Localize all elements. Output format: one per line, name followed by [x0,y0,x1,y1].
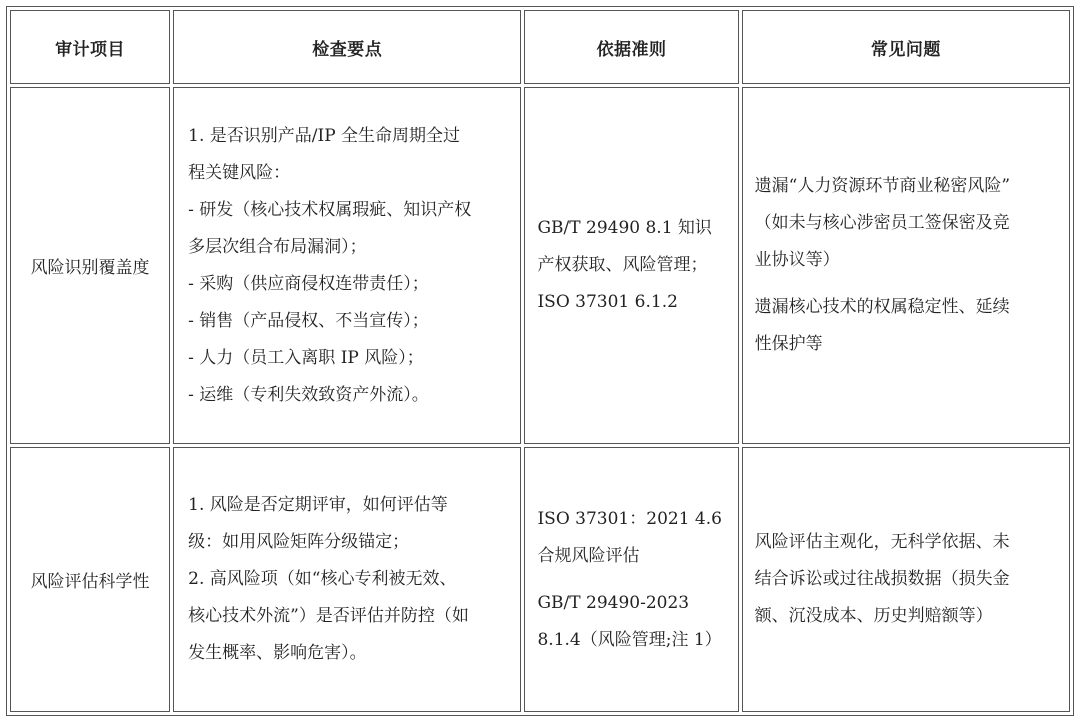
check-points-cell [173,87,521,444]
basis-line: ISO 37301 6.1.2 [537,292,678,313]
issue-line: 风险评估主观化，无科学依据、未 [754,532,1010,553]
issue-line: 性保护等 [754,334,823,355]
basis-line: 产权获取、风险管理； [537,255,708,276]
check-points-cell [173,447,521,712]
header-issues: 常见问题 [742,10,1070,84]
check-point-line: 多层次组合布局漏洞）； [188,236,367,257]
check-point-line: - 人力（员工入离职 IP 风险）； [188,347,424,368]
check-point-line: - 研发（核心技术权属瑕疵、知识产权 [188,199,472,220]
audit-table [6,6,1074,716]
issue-line: 结合诉讼或过往战损数据（损失金 [754,569,1010,590]
header-points: 检查要点 [173,10,521,84]
header-basis: 依据准则 [524,10,738,84]
basis-line: 8.1.4（风险管理;注 1） [537,629,722,650]
check-point-line: 发生概率、影响危害）。 [188,643,367,664]
issue-line: （如未与核心涉密员工签保密及竞 [754,213,1010,234]
check-point-line: 核心技术外流”）是否评估并防控（如 [188,606,469,627]
check-point-line: 1. 是否识别产品/IP 全生命周期全过 [188,125,461,146]
basis-line: GB/T 29490-2023 [537,592,690,613]
check-point-line: 级：如用风险矩阵分级锚定； [188,532,410,553]
basis-line: ISO 37301：2021 4.6 [537,508,722,529]
issues-cell [742,87,1070,444]
audit-item-cell: 风险评估科学性 [10,447,170,712]
table-row [10,87,1070,444]
check-point-line: - 销售（产品侵权、不当宣传）； [188,310,429,331]
check-point-line: 程关键风险： [188,162,291,183]
check-point-line: - 采购（供应商侵权连带责任）； [188,273,429,294]
basis-line: 合规风险评估 [537,545,640,566]
audit-item-cell: 风险识别覆盖度 [10,87,170,444]
basis-line: GB/T 29490 8.1 知识 [537,218,712,239]
table-row [10,447,1070,712]
check-point-line: - 运维（专利失效致资产外流）。 [188,384,429,405]
basis-cell [524,87,738,444]
check-point-line: 2. 高风险项（如“核心专利被无效、 [188,569,457,590]
header-row [10,10,1070,84]
basis-cell [524,447,738,712]
issue-line: 业协议等） [754,250,840,271]
issue-line: 遗漏“人力资源环节商业秘密风险” [754,176,1011,197]
issue-line: 额、沉没成本、历史判赔额等） [754,606,993,627]
header-item: 审计项目 [10,10,170,84]
issues-cell [742,447,1070,712]
check-point-line: 1. 风险是否定期评审，如何评估等 [188,495,448,516]
issue-line: 遗漏核心技术的权属稳定性、延续 [754,297,1010,318]
